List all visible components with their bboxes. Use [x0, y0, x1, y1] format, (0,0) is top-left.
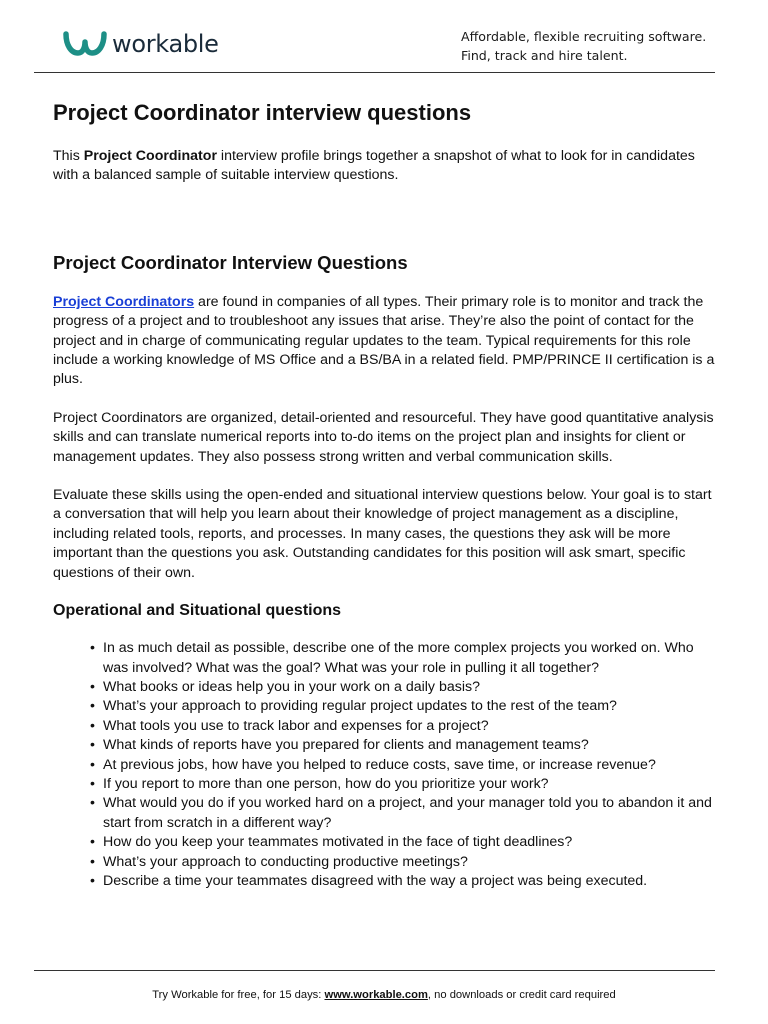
intro-paragraph: [53, 147, 717, 186]
page-title: Project Coordinator interview questions: [53, 100, 472, 125]
header-divider: [34, 72, 715, 73]
bullet-icon: •: [90, 717, 95, 734]
footer-divider: [34, 970, 715, 971]
section-heading: Project Coordinator Interview Questions: [53, 251, 408, 273]
workable-website-link[interactable]: www.workable.com: [324, 989, 428, 1001]
bullet-icon: •: [90, 872, 95, 889]
list-item: • What would you do if you worked hard on a project, and your manager told you to abandon it and start from scratch in a different way?: [90, 795, 712, 831]
bullet-icon: •: [90, 834, 95, 851]
project-coordinators-link[interactable]: Project Coordinators: [53, 293, 195, 310]
workable-logo[interactable]: [63, 28, 219, 60]
bullet-icon: •: [90, 775, 95, 792]
page-footer: [0, 987, 768, 1003]
bullet-icon: •: [90, 698, 95, 715]
bullet-icon: •: [90, 756, 95, 773]
list-item: • What’s your approach to conducting productive meetings?: [53, 853, 717, 872]
tagline-line-2: Find, track and hire talent.: [461, 48, 628, 63]
footer-suffix: , no downloads or credit card required: [427, 989, 616, 1001]
workable-w-icon: [63, 31, 107, 57]
page-header: [0, 0, 768, 74]
list-item: • At previous jobs, how have you helped to reduce costs, save time, or increase revenue?: [53, 756, 717, 775]
list-item: • In as much detail as possible, describe one of the more complex projects you worked on. Who was involved? What was the goal? What was your role in pulling it all together?: [90, 640, 694, 676]
bullet-icon: •: [90, 795, 95, 812]
questions-heading: Operational and Situational questions: [53, 602, 342, 620]
bullet-icon: •: [90, 640, 95, 657]
intro-suffix: interview profile brings together a snapshot of what to look for in candidates with a balanced sample of suitable interview questions.: [53, 148, 695, 184]
paragraph-1-text: are found in companies of all types. Their primary role is to monitor and track the progress of a project and to troubleshoot any issues that arise. They’re also the point of contact for the project and in charge of communicating regular updates to the team. Typical requirements for this role include a working knowledge of MS Office and a BS/BA in a related field. PMP/PRINCE II certification is a plus.: [53, 293, 715, 388]
main-content: [53, 98, 717, 891]
tagline-line-1: Affordable, flexible recruiting software.: [461, 29, 707, 44]
intro-bold-role: Project Coordinator: [83, 148, 217, 164]
questions-list: [53, 639, 717, 891]
list-item: • What’s your approach to providing regular project updates to the rest of the team?: [53, 697, 717, 716]
list-item: • If you report to more than one person, how do you prioritize your work?: [53, 775, 717, 794]
section-paragraph-1: [53, 293, 717, 390]
list-item: • What tools you use to track labor and expenses for a project?: [53, 717, 717, 736]
footer-prefix: Try Workable for free, for 15 days:: [152, 989, 325, 1001]
section-paragraph-3: Evaluate these skills using the open-ended and situational interview questions below. Your goal is to start a conversation that will help you learn about their knowledge of project management as a discipline, including related tools, reports, and processes. In many cases, the questions they ask will be more important than the questions you ask. Outstanding candidates for this position will ask smart, specific questions of their own.: [53, 487, 712, 581]
logo-wordmark: workable: [112, 30, 219, 58]
section-paragraph-2: Project Coordinators are organized, detail-oriented and resourceful. They have good quantitative analysis skills and can translate numerical reports into to-do items on the project plan and insights for client or management updates. They also possess strong written and verbal communication skills.: [53, 409, 714, 465]
list-item: • How do you keep your teammates motivated in the face of tight deadlines?: [53, 833, 717, 852]
list-item: • What kinds of reports have you prepared for clients and management teams?: [53, 736, 717, 755]
bullet-icon: •: [90, 853, 95, 870]
list-item: • What books or ideas help you in your work on a daily basis?: [53, 678, 717, 697]
intro-prefix: This: [53, 148, 84, 164]
list-item: • Describe a time your teammates disagreed with the way a project was being executed.: [53, 872, 717, 891]
header-tagline: [461, 27, 706, 65]
bullet-icon: •: [90, 678, 95, 695]
bullet-icon: •: [90, 737, 95, 754]
